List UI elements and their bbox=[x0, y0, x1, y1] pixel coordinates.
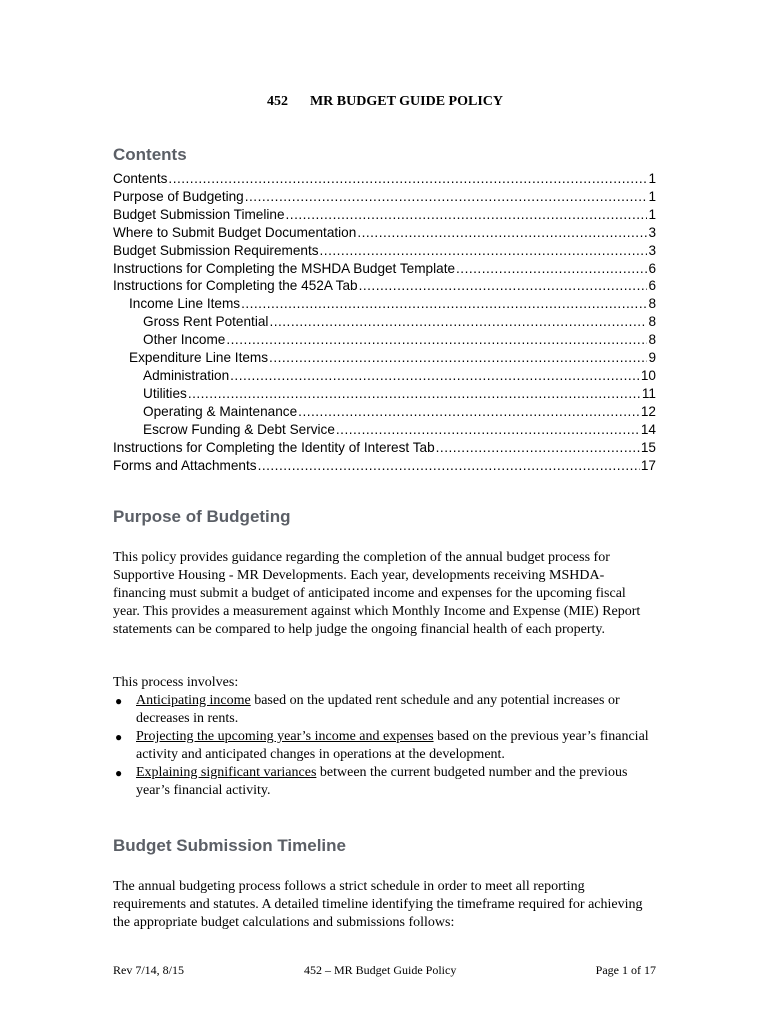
toc-entry-page: 3 bbox=[648, 242, 656, 258]
toc-entry-page: 17 bbox=[640, 457, 656, 473]
toc-leader bbox=[436, 439, 640, 457]
toc-leader bbox=[336, 421, 640, 439]
toc-entry[interactable] bbox=[113, 313, 656, 331]
bullet-text: between the current budgeted number and the previous year’s financial activity. bbox=[136, 765, 628, 798]
list-item bbox=[113, 692, 653, 728]
toc-entry[interactable] bbox=[113, 206, 656, 224]
document-title bbox=[0, 94, 770, 110]
toc-entry-page: 9 bbox=[648, 350, 656, 366]
toc-entry[interactable] bbox=[113, 331, 656, 349]
purpose-paragraph: This policy provides guidance regarding the completion of the annual budget process for Supportive Housing - MR Developments. Each year, developments receiving MSHDA-financing must submit a budget of anticipated income and expenses for the upcoming fiscal year. This provides a measurement against which Monthly Income and Expense (MIE) Report statements can be compared to help judge the ongoing financial health of each property. bbox=[113, 550, 641, 637]
toc-entry-page: 8 bbox=[648, 332, 656, 348]
toc-entry-page: 6 bbox=[648, 278, 656, 294]
revision-date: Rev 7/14, 8/15 bbox=[113, 963, 184, 977]
page-number: Page 1 of 17 bbox=[595, 963, 656, 977]
toc-entry-label: Instructions for Completing the MSHDA Budget Template bbox=[113, 260, 456, 276]
toc-entry-page: 1 bbox=[648, 206, 656, 222]
toc-entry-page: 1 bbox=[648, 188, 656, 204]
toc-entry[interactable] bbox=[113, 170, 656, 188]
toc-entry-label: Escrow Funding & Debt Service bbox=[143, 421, 335, 437]
toc-entry[interactable] bbox=[113, 224, 656, 242]
toc-leader bbox=[258, 457, 640, 475]
toc-leader bbox=[188, 385, 641, 403]
toc-leader bbox=[269, 313, 647, 331]
timeline-heading: Budget Submission Timeline bbox=[113, 836, 346, 855]
toc-leader bbox=[226, 331, 647, 349]
bullet-icon: ● bbox=[115, 694, 123, 708]
bullet-link[interactable]: Anticipating income bbox=[136, 693, 251, 708]
toc-entry-page: 1 bbox=[648, 171, 656, 186]
table-of-contents bbox=[113, 170, 656, 474]
toc-entry[interactable] bbox=[113, 421, 656, 439]
toc-entry-label: Purpose of Budgeting bbox=[113, 188, 244, 204]
toc-entry[interactable] bbox=[113, 367, 656, 385]
toc-entry-page: 11 bbox=[641, 385, 656, 401]
list-item bbox=[113, 764, 653, 800]
purpose-heading: Purpose of Budgeting bbox=[113, 507, 291, 526]
toc-entry-label: Utilities bbox=[143, 385, 187, 401]
toc-entry-page: 3 bbox=[648, 224, 656, 240]
process-intro: This process involves: bbox=[113, 675, 239, 690]
bullet-link[interactable]: Projecting the upcoming year’s income and expenses bbox=[136, 729, 434, 744]
toc-leader bbox=[320, 242, 648, 260]
policy-title: MR BUDGET GUIDE POLICY bbox=[309, 94, 504, 109]
toc-entry-label: Income Line Items bbox=[129, 296, 241, 312]
toc-entry-page: 15 bbox=[640, 439, 656, 455]
toc-entry-label: Gross Rent Potential bbox=[143, 314, 269, 330]
toc-entry[interactable] bbox=[113, 385, 656, 403]
toc-entry-label: Where to Submit Budget Documentation bbox=[113, 224, 357, 240]
toc-entry-page: 8 bbox=[648, 296, 656, 312]
footer-title: 452 – MR Budget Guide Policy bbox=[304, 963, 457, 977]
toc-leader bbox=[241, 295, 647, 313]
toc-entry-label: Contents bbox=[113, 171, 168, 186]
toc-entry-page: 6 bbox=[648, 260, 656, 276]
toc-entry[interactable] bbox=[113, 403, 656, 421]
toc-entry-page: 10 bbox=[640, 367, 656, 383]
process-bullet-list bbox=[113, 692, 653, 800]
bullet-link[interactable]: Explaining significant variances bbox=[136, 765, 317, 780]
toc-entry-label: Operating & Maintenance bbox=[143, 403, 298, 419]
toc-entry[interactable] bbox=[113, 242, 656, 260]
list-item bbox=[113, 728, 653, 764]
contents-heading: Contents bbox=[113, 145, 187, 164]
bullet-text: based on the previous year’s financial activity and anticipated changes in operations at the development. bbox=[136, 729, 649, 762]
toc-entry-label: Budget Submission Timeline bbox=[113, 206, 285, 222]
toc-entry-page: 12 bbox=[640, 403, 656, 419]
bullet-text: based on the updated rent schedule and any potential increases or decreases in rents. bbox=[136, 693, 620, 726]
toc-entry[interactable] bbox=[113, 260, 656, 278]
bullet-icon: ● bbox=[115, 730, 123, 744]
toc-entry[interactable] bbox=[113, 457, 656, 475]
toc-entry-label: Forms and Attachments bbox=[113, 457, 257, 473]
toc-leader bbox=[230, 367, 640, 385]
toc-entry-label: Administration bbox=[143, 367, 230, 383]
toc-leader bbox=[286, 206, 648, 224]
toc-entry[interactable] bbox=[113, 349, 656, 367]
toc-entry-label: Instructions for Completing the 452A Tab bbox=[113, 278, 358, 294]
toc-entry[interactable] bbox=[113, 439, 656, 457]
toc-entry-label: Instructions for Completing the Identity of Interest Tab bbox=[113, 439, 435, 455]
timeline-paragraph: The annual budgeting process follows a strict schedule in order to meet all reporting requirements and statutes. A detailed timeline identifying the timeframe required for achieving the appropriate budget calculations and submissions follows: bbox=[113, 879, 643, 930]
toc-entry[interactable] bbox=[113, 295, 656, 313]
toc-leader bbox=[269, 349, 647, 367]
toc-entry-label: Budget Submission Requirements bbox=[113, 242, 319, 258]
toc-entry[interactable] bbox=[113, 188, 656, 206]
toc-leader bbox=[298, 403, 640, 421]
toc-leader bbox=[168, 170, 647, 188]
policy-number: 452 bbox=[266, 94, 288, 109]
toc-entry[interactable] bbox=[113, 277, 656, 295]
toc-leader bbox=[456, 260, 647, 278]
toc-entry-label: Expenditure Line Items bbox=[129, 350, 269, 366]
toc-entry-page: 8 bbox=[648, 314, 656, 330]
toc-leader bbox=[357, 224, 647, 242]
toc-leader bbox=[245, 188, 648, 206]
toc-entry-label: Other Income bbox=[143, 332, 226, 348]
bullet-icon: ● bbox=[115, 766, 123, 780]
toc-entry-page: 14 bbox=[640, 421, 656, 437]
toc-leader bbox=[359, 277, 648, 295]
